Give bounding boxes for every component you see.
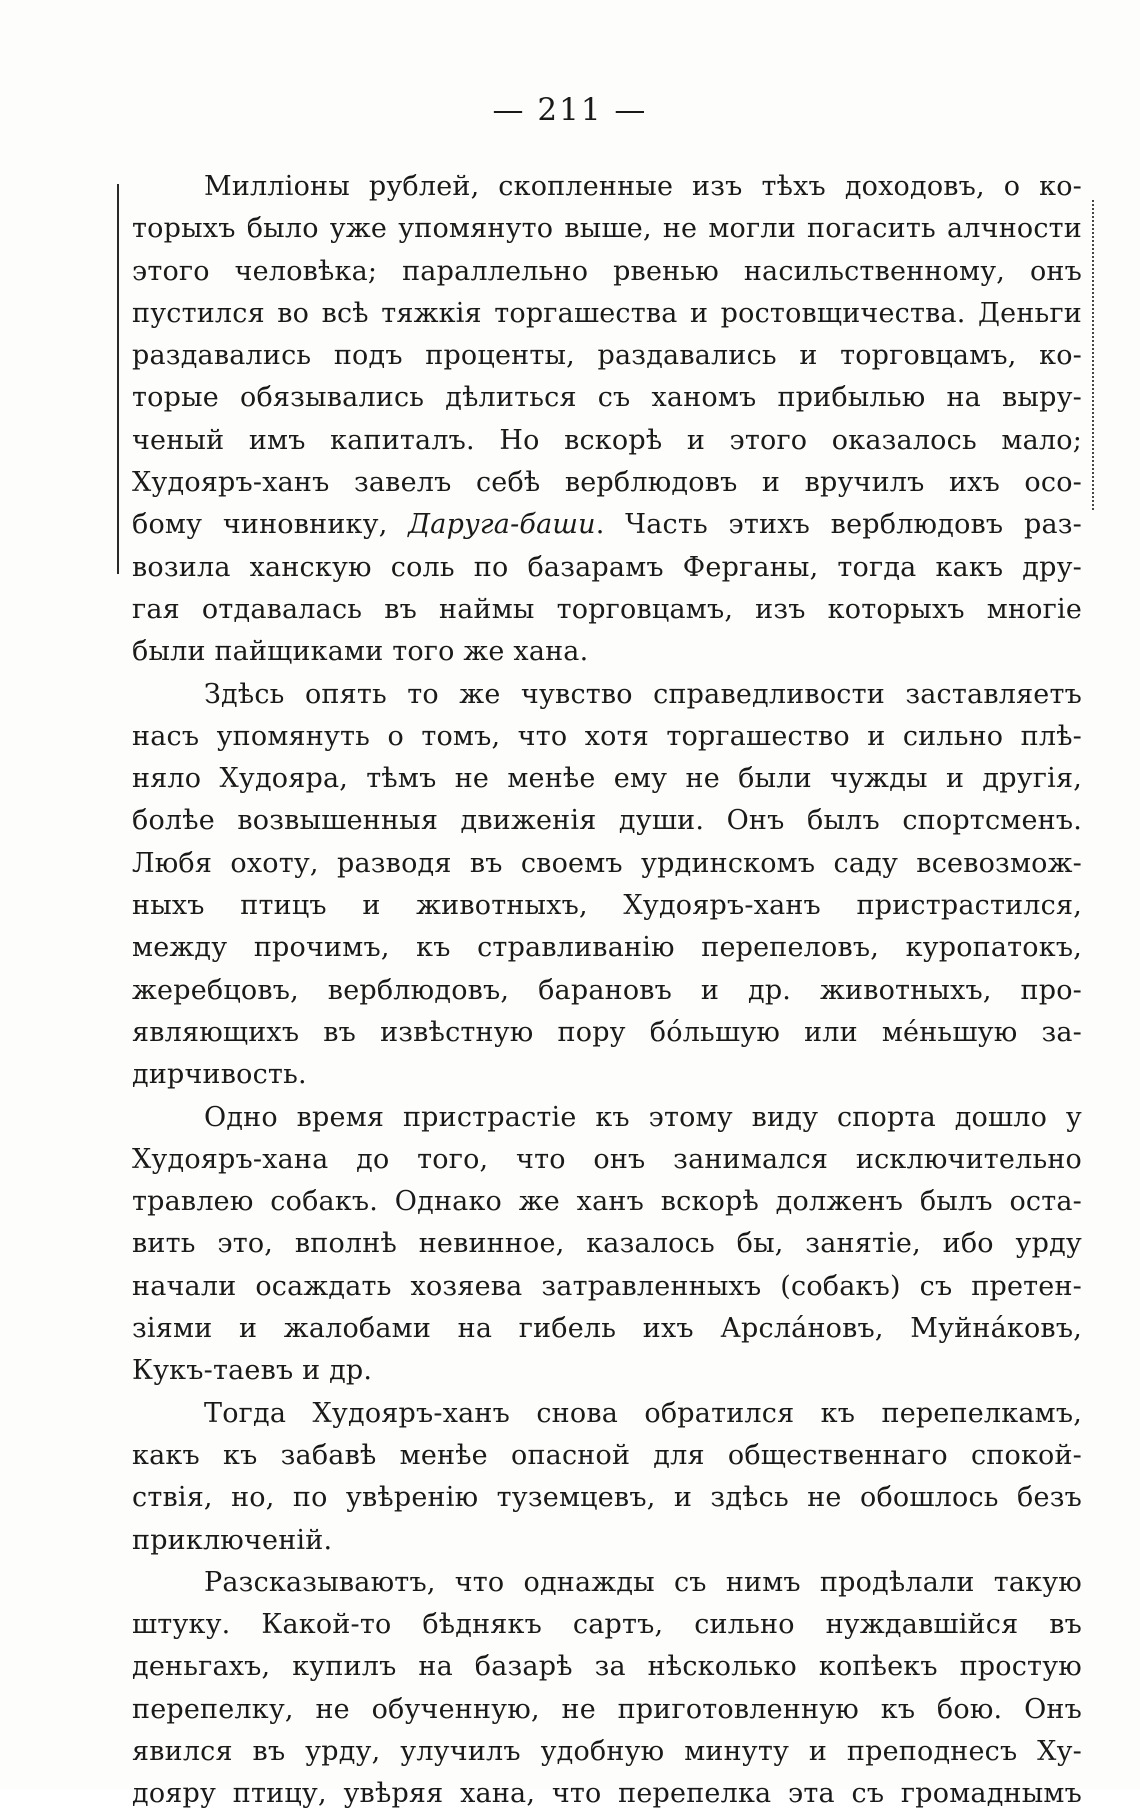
line-segment: бому чиновнику, xyxy=(132,509,409,541)
text-line: Худояръ-ханъ завелъ себѣ верблюдовъ и вручилъ ихъ осо- xyxy=(132,467,1082,499)
text-line: пустился во всѣ тяжкія торгашества и ростовщичества. Деньги xyxy=(132,297,1082,329)
text-line: ныхъ птицъ и животныхъ, Худояръ-ханъ пристрастился, xyxy=(132,890,1082,922)
text-line: раздавались подъ проценты, раздавались и торговцамъ, ко- xyxy=(132,340,1082,372)
text-line: Кукъ-таевъ и др. xyxy=(132,1355,373,1387)
text-line: Тогда Худояръ-ханъ снова обратился къ перепелкамъ, xyxy=(204,1397,1082,1429)
text-line: являющихъ въ извѣстную пору бо́льшую или ме́ньшую за- xyxy=(132,1016,1082,1048)
text-line: Милліоны рублей, скопленные изъ тѣхъ доходовъ, о ко- xyxy=(204,171,1082,202)
text-line: торые обязывались дѣлиться съ ханомъ прибылью на выру- xyxy=(132,382,1082,414)
text-line: начали осаждать хозяева затравленныхъ (собакъ) съ претен- xyxy=(132,1270,1082,1302)
text-line: деньгахъ, купилъ на базарѣ за нѣсколько копѣекъ простую xyxy=(132,1651,1082,1683)
text-line: Одно время пристрастіе къ этому виду спорта дошло у xyxy=(204,1101,1082,1133)
text-line: какъ къ забавѣ менѣе опасной для общественнаго спокой- xyxy=(132,1439,1082,1471)
text-line: вить это, вполнѣ невинное, казалось бы, занятіе, ибо урду xyxy=(132,1228,1082,1260)
text-line: возила ханскую соль по базарамъ Ферганы, тогда какъ дру- xyxy=(132,551,1082,583)
text-line: этого человѣка; параллельно рвенью насильственному, онъ xyxy=(132,255,1082,287)
body-text xyxy=(132,166,1082,1816)
text-line: были пайщиками того же хана. xyxy=(132,636,589,668)
text-line: Здѣсь опять то же чувство справедливости заставляетъ xyxy=(204,678,1082,710)
text-line: Разсказываютъ, что однажды съ нимъ продѣлали такую xyxy=(204,1566,1082,1598)
text-line: торыхъ было уже упомянуто выше, не могли погасить алчности xyxy=(132,213,1082,245)
text-line: насъ упомянуть о томъ, что хотя торгашество и сильно плѣ- xyxy=(132,720,1082,752)
text-line: Худояръ-хана до того, что онъ занимался исключительно xyxy=(132,1143,1082,1175)
text-line: болѣе возвышенныя движенія души. Онъ былъ спортсменъ. xyxy=(132,805,1082,837)
text-line: между прочимъ, къ стравливанію перепеловъ, куропатокъ, xyxy=(132,932,1082,964)
text-line: няло Худояра, тѣмъ не менѣе ему не были чужды и другія, xyxy=(132,763,1082,795)
text-line: зіями и жалобами на гибель ихъ Арсла́новъ, Муйна́ковъ, xyxy=(132,1313,1082,1345)
page-number: — 211 — xyxy=(492,92,648,128)
text-line: Любя охоту, разводя въ своемъ урдинскомъ саду всевозмож- xyxy=(132,847,1082,879)
italic-term: Даруга-баши xyxy=(408,509,596,541)
text-line: ствія, но, по увѣренію туземцевъ, и здѣсь не обошлось безъ xyxy=(132,1482,1082,1514)
text-line: гая отдавалась въ наймы торговцамъ, изъ которыхъ многіе xyxy=(132,593,1082,625)
text-line: травлею собакъ. Однако же ханъ вскорѣ долженъ былъ оста- xyxy=(132,1186,1082,1218)
text-line: дояру птицу, увѣряя хана, что перепелка эта съ громаднымъ xyxy=(132,1778,1082,1810)
text-line: штуку. Какой-то бѣднякъ сартъ, сильно нуждавшійся въ xyxy=(132,1609,1082,1641)
margin-annotation-bar xyxy=(117,184,119,574)
text-line: перепелку, не обученную, не приготовленную къ бою. Онъ xyxy=(132,1693,1082,1725)
line-segment: . Часть этихъ верблюдовъ раз- xyxy=(595,509,1082,541)
margin-annotation-dots xyxy=(1092,200,1096,510)
text-line: ченый имъ капиталъ. Но вскорѣ и этого оказалось мало; xyxy=(132,424,1082,456)
text-line: жеребцовъ, верблюдовъ, барановъ и др. животныхъ, про- xyxy=(132,974,1082,1006)
text-line: приключеній. xyxy=(132,1524,333,1556)
text-line: дирчивость. xyxy=(132,1059,307,1091)
text-line: явился въ урду, улучилъ удобную минуту и преподнесъ Ху- xyxy=(132,1735,1082,1767)
text-line xyxy=(132,504,1082,546)
